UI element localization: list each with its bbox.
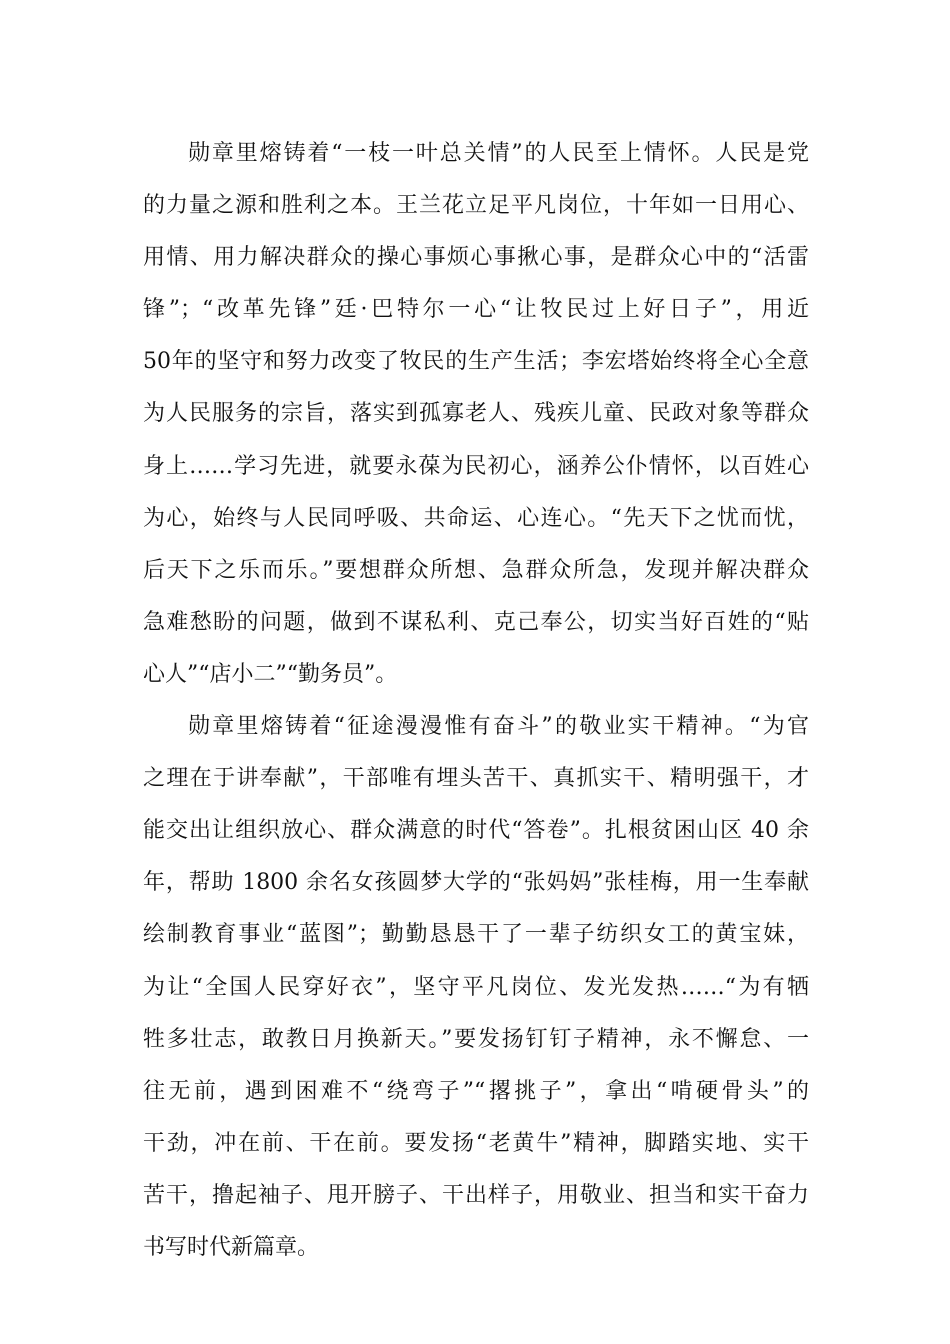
text-line: 牲多壮志，敢教日月换新天。”要发扬钉钉子精神，永不懈怠、一 xyxy=(143,1026,809,1052)
text-line: 往无前，遇到困难不“绕弯子”“撂挑子”，拿出“啃硬骨头”的 xyxy=(143,1078,809,1104)
paragraph-2 xyxy=(143,701,809,1274)
document-page xyxy=(143,128,809,1274)
text-line: 为人民服务的宗旨，落实到孤寡老人、残疾儿童、民政对象等群众 xyxy=(143,401,809,427)
text-line: 书写时代新篇章。 xyxy=(143,1234,320,1260)
text-line: 干劲，冲在前、干在前。要发扬“老黄牛”精神，脚踏实地、实干 xyxy=(143,1130,809,1156)
text-line: 的力量之源和胜利之本。王兰花立足平凡岗位，十年如一日用心、 xyxy=(143,193,809,219)
text-line: 绘制教育事业“蓝图”；勤勤恳恳干了一辈子纺织女工的黄宝妹， xyxy=(143,922,809,948)
text-line: 能交出让组织放心、群众满意的时代“答卷”。扎根贫困山区 40 余 xyxy=(143,818,809,844)
text-line: 为让“全国人民穿好衣”，坚守平凡岗位、发光发热……“为有牺 xyxy=(143,974,809,1000)
text-line: 心人”“店小二”“勤务员”。 xyxy=(143,661,398,687)
paragraph-1 xyxy=(143,128,809,701)
text-line: 苦干，撸起袖子、甩开膀子、干出样子，用敬业、担当和实干奋力 xyxy=(143,1182,809,1208)
text-line: 身上……学习先进，就要永葆为民初心，涵养公仆情怀，以百姓心 xyxy=(143,453,809,479)
text-line: 用情、用力解决群众的操心事烦心事揪心事，是群众心中的“活雷 xyxy=(143,245,809,271)
text-line: 年，帮助 1800 余名女孩圆梦大学的“张妈妈”张桂梅，用一生奉献 xyxy=(143,870,809,896)
text-line: 之理在于讲奉献”，干部唯有埋头苦干、真抓实干、精明强干，才 xyxy=(143,766,809,792)
text-line: 急难愁盼的问题，做到不谋私利、克己奉公，切实当好百姓的“贴 xyxy=(143,609,809,635)
text-line: 50年的坚守和努力改变了牧民的生产生活；李宏塔始终将全心全意 xyxy=(143,349,809,375)
text-line: 后天下之乐而乐。”要想群众所想、急群众所急，发现并解决群众 xyxy=(143,557,809,583)
text-line: 勋章里熔铸着“一枝一叶总关情”的人民至上情怀。人民是党 xyxy=(188,141,809,166)
text-line: 为心，始终与人民同呼吸、共命运、心连心。“先天下之忧而忧， xyxy=(143,505,809,531)
text-line: 勋章里熔铸着“征途漫漫惟有奋斗”的敬业实干精神。“为官 xyxy=(188,714,809,740)
text-line: 锋”；“改革先锋”廷·巴特尔一心“让牧民过上好日子”，用近 xyxy=(143,297,809,323)
